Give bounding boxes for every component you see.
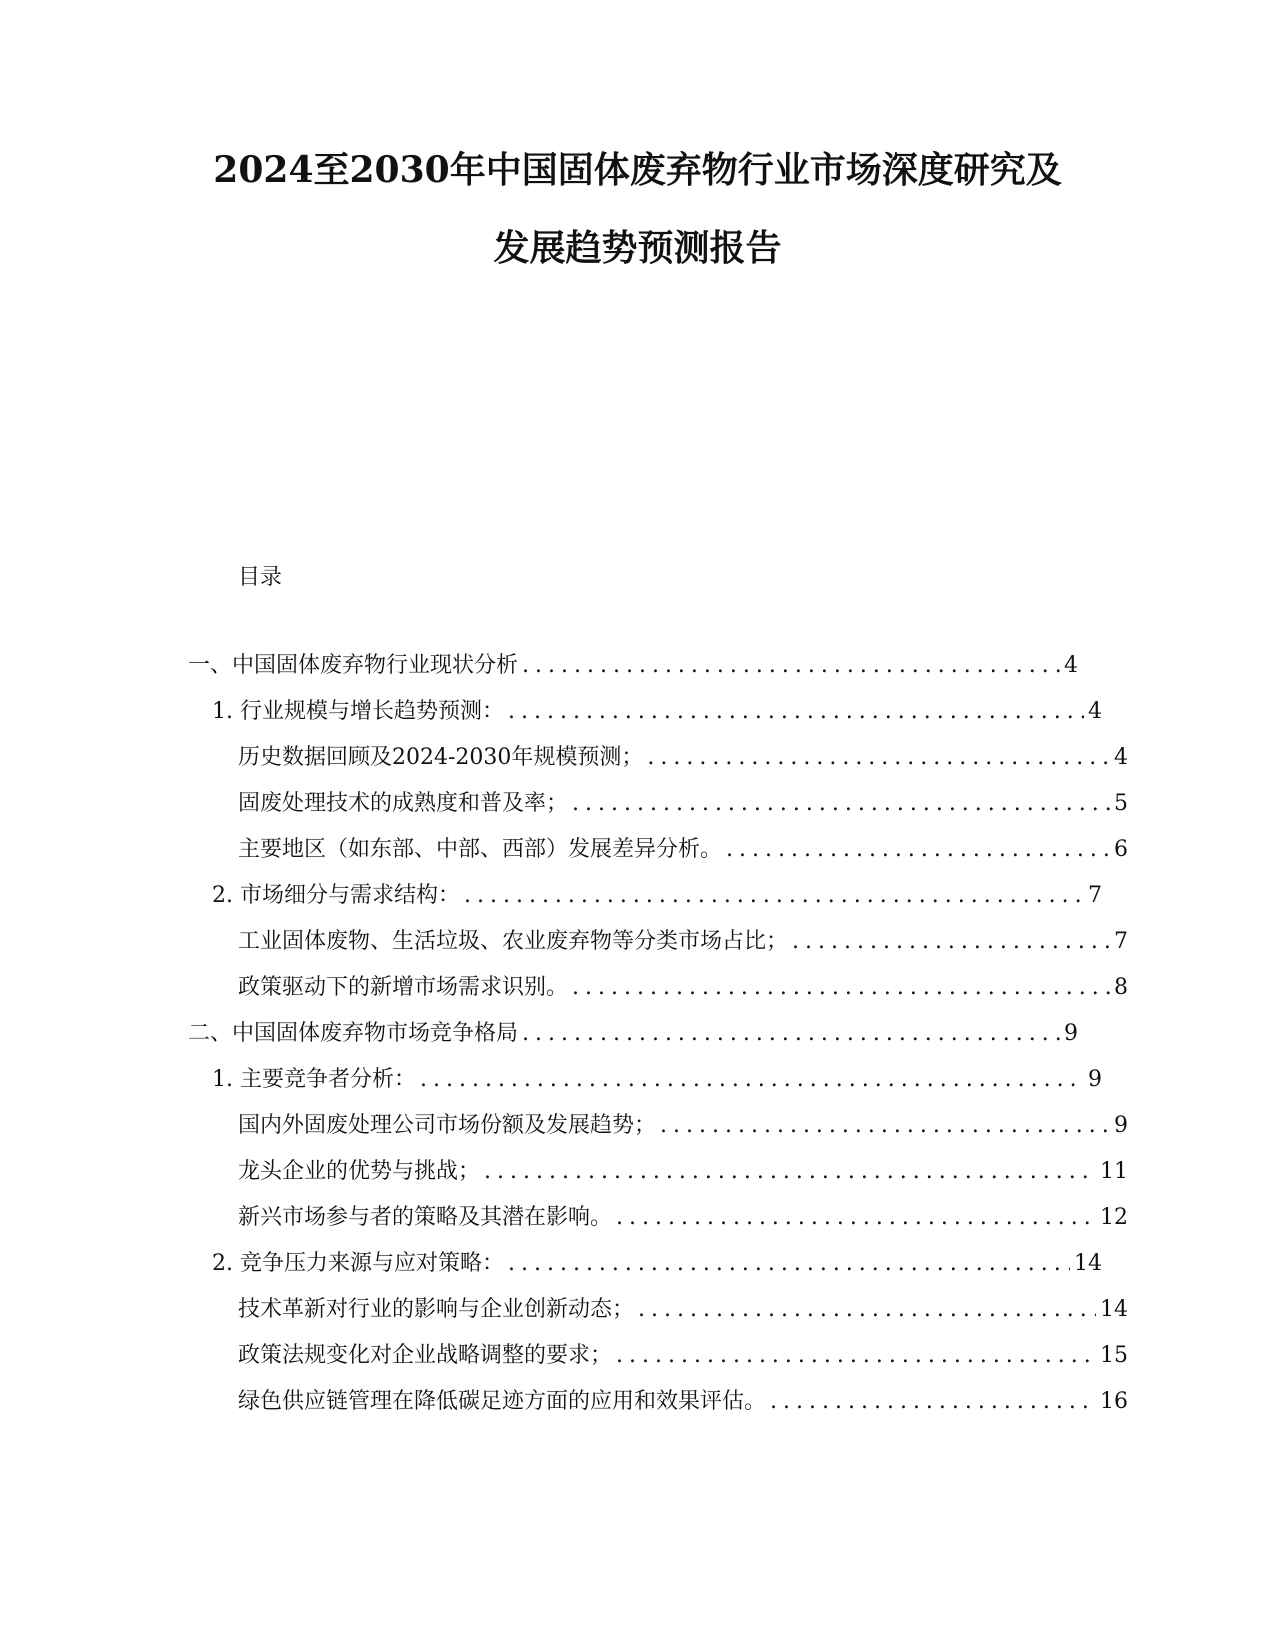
toc-entry[interactable] [188,740,1128,770]
toc-entry-page: 9 [1064,1021,1078,1046]
toc-leader-dots [770,1389,1096,1414]
toc-entry[interactable] [188,832,1128,862]
toc-entry-label: 一、中国固体废弃物行业现状分析 [188,648,522,679]
toc-entry-label: 二、中国固体废弃物市场竞争格局 [188,1016,522,1047]
toc-entry-label: 2. 市场细分与需求结构： [212,878,464,909]
toc-leader-dots [508,1251,1070,1276]
toc-leader-dots [616,1205,1096,1230]
toc-entry-label: 龙头企业的优势与挑战； [238,1154,484,1185]
document-title-line-2: 发展趋势预测报告 [493,227,782,269]
toc-entry-label: 政策驱动下的新增市场需求识别。 [238,970,572,1001]
toc-entry-label: 技术革新对行业的影响与企业创新动态； [238,1292,638,1323]
toc-entry[interactable] [188,1292,1128,1322]
toc-entry-page: 4 [1088,699,1102,724]
toc-entry-page: 4 [1114,745,1128,770]
toc-entry[interactable] [188,1338,1128,1368]
toc-entry-label: 工业固体废物、生活垃圾、农业废弃物等分类市场占比； [238,924,792,955]
toc-entry[interactable] [188,970,1128,1000]
toc-heading: 目录 [238,565,283,590]
toc-entry-label: 新兴市场参与者的策略及其潜在影响。 [238,1200,616,1231]
toc-entry-page: 16 [1100,1389,1128,1414]
toc-entry-page: 6 [1114,837,1128,862]
toc-entry-page: 7 [1088,883,1102,908]
toc-entry[interactable] [188,924,1128,954]
toc-entry[interactable] [188,1154,1128,1184]
toc-entry-page: 8 [1114,975,1128,1000]
toc-leader-dots [647,745,1110,770]
toc-leader-dots [572,975,1110,1000]
toc-leader-dots [522,653,1060,678]
toc-entry-page: 12 [1100,1205,1128,1230]
toc-entry-page: 14 [1100,1297,1128,1322]
toc-leader-dots [420,1067,1084,1092]
toc-entry-label: 绿色供应链管理在降低碳足迹方面的应用和效果评估。 [238,1384,770,1415]
toc-entry-page: 5 [1114,791,1128,816]
document-title-line-1: 2024至2030年中国固体废弃物行业市场深度研究及 [213,149,1062,191]
toc-entry[interactable] [188,648,1078,678]
toc-entry-page: 9 [1088,1067,1102,1092]
toc-entry-label: 政策法规变化对企业战略调整的要求； [238,1338,616,1369]
toc-entry-label: 1. 主要竞争者分析： [212,1062,420,1093]
toc-entry-page: 15 [1100,1343,1128,1368]
toc-entry[interactable] [188,1246,1102,1276]
toc-leader-dots [638,1297,1096,1322]
toc-leader-dots [726,837,1110,862]
toc-entry-label: 历史数据回顾及2024-2030年规模预测； [238,740,647,771]
toc-entry[interactable] [188,878,1102,908]
toc-leader-dots [464,883,1084,908]
toc-leader-dots [508,699,1084,724]
toc-entry-page: 11 [1100,1159,1128,1184]
toc-entry-label: 2. 竞争压力来源与应对策略： [212,1246,508,1277]
toc-entry[interactable] [188,786,1128,816]
toc-entry-page: 4 [1064,653,1078,678]
toc-entry-page: 7 [1114,929,1128,954]
toc-entry[interactable] [188,1062,1102,1092]
toc-leader-dots [616,1343,1096,1368]
toc-entry[interactable] [188,694,1102,724]
toc-entry-page: 14 [1074,1251,1102,1276]
toc-entry[interactable] [188,1200,1128,1230]
toc-entry[interactable] [188,1384,1128,1414]
toc-entry-page: 9 [1114,1113,1128,1138]
toc-entry-label: 固废处理技术的成熟度和普及率； [238,786,572,817]
toc-leader-dots [484,1159,1096,1184]
toc-leader-dots [522,1021,1060,1046]
toc-entry-label: 国内外固废处理公司市场份额及发展趋势； [238,1108,660,1139]
toc-entry[interactable] [188,1108,1128,1138]
toc-leader-dots [792,929,1110,954]
toc-entry[interactable] [188,1016,1078,1046]
toc-leader-dots [572,791,1110,816]
toc-entry-label: 1. 行业规模与增长趋势预测： [212,694,508,725]
toc-leader-dots [660,1113,1110,1138]
toc-entry-label: 主要地区（如东部、中部、西部）发展差异分析。 [238,832,726,863]
